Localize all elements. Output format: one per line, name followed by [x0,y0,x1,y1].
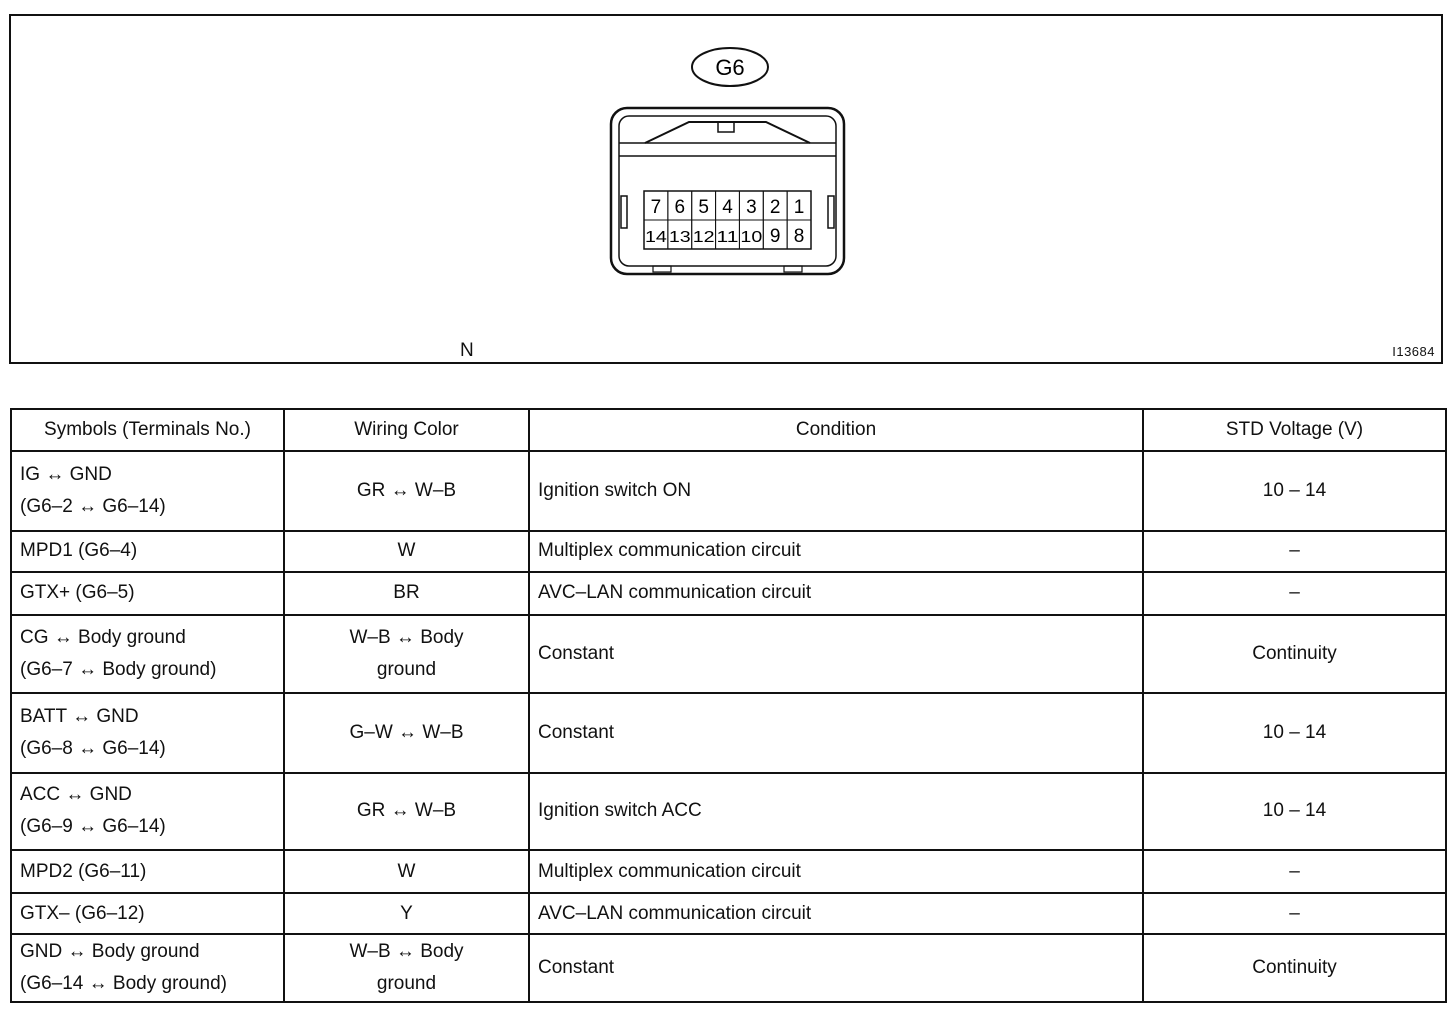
pin-number-7: 7 [650,197,662,218]
pin-number-6: 6 [674,197,686,218]
table-row [11,850,1446,893]
pin-number-11: 11 [716,229,739,246]
connector-g6-drawing [11,16,1441,362]
table-row [11,615,1446,693]
voltage-text: 10 – 14 [1262,721,1327,743]
cell-symbol [11,934,284,1002]
header-condition: Condition [529,409,1143,451]
condition-text: Multiplex communication circuit [538,540,801,562]
symbol-text: MPD1 (G6–4) [20,540,138,562]
cell-wiring-color [284,572,529,615]
table-row [11,693,1446,773]
cell-condition [529,934,1143,1002]
cell-wiring-color [284,773,529,851]
cell-std-voltage [1143,572,1446,615]
cell-std-voltage [1143,693,1446,773]
cell-wiring-color [284,893,529,934]
cell-wiring-color [284,934,529,1002]
wiring-text: W [397,860,416,882]
cell-condition [529,693,1143,773]
cell-condition [529,773,1143,851]
voltage-text: – [1289,540,1300,562]
voltage-text: – [1289,902,1300,924]
symbol-text: ACC ↔ GND [20,784,132,806]
condition-text: Multiplex communication circuit [538,860,801,882]
cell-symbol [11,850,284,893]
table-row [11,531,1446,572]
wiring-text: W [397,540,416,562]
wiring-text: G–W ↔ W–B [349,721,464,743]
cell-wiring-color [284,531,529,572]
symbol-text: IG ↔ GND [20,463,112,485]
terminal-text: (G6–8 ↔ G6–14) [20,737,166,759]
cell-symbol [11,615,284,693]
symbol-text: GND ↔ Body ground [20,941,200,963]
cell-std-voltage [1143,451,1446,531]
header-wiring-color: Wiring Color [284,409,529,451]
pin-number-2: 2 [769,197,781,218]
pin-number-8: 8 [793,226,805,247]
cell-symbol [11,531,284,572]
pin-number-4: 4 [722,197,733,218]
wiring-text: W–B ↔ Body [349,941,464,963]
cell-std-voltage [1143,850,1446,893]
condition-text: Constant [538,642,615,664]
connector-bottom-key [653,266,671,272]
symbol-text: CG ↔ Body ground [20,626,186,648]
pin-number-9: 9 [769,226,781,247]
cell-std-voltage [1143,893,1446,934]
pin-number-1: 1 [793,197,805,218]
pin-number-5: 5 [698,197,709,218]
terminal-spec-table [10,408,1447,1003]
cell-std-voltage [1143,773,1446,851]
voltage-text: 10 – 14 [1262,800,1327,822]
cell-symbol [11,451,284,531]
cell-std-voltage [1143,531,1446,572]
terminal-text: (G6–9 ↔ G6–14) [20,816,166,838]
symbol-text: MPD2 (G6–11) [20,860,147,882]
cell-condition [529,531,1143,572]
cell-wiring-color [284,693,529,773]
voltage-text: – [1289,582,1300,604]
cell-symbol [11,693,284,773]
cell-condition [529,893,1143,934]
view-marker-n: N [460,340,474,361]
cell-condition [529,451,1143,531]
cell-condition [529,572,1143,615]
wiring-text: GR ↔ W–B [356,800,457,822]
table-row [11,893,1446,934]
wiring-text: Y [400,902,413,924]
symbol-text: GTX+ (G6–5) [20,582,135,604]
symbol-text: GTX– (G6–12) [20,902,145,924]
wiring-text: GR ↔ W–B [356,479,457,501]
connector-side-guide [621,196,627,228]
pin-number-14: 14 [645,229,667,246]
pin-number-12: 12 [692,229,715,246]
terminal-text: (G6–14 ↔ Body ground) [20,973,228,995]
header-std-voltage: STD Voltage (V) [1143,409,1446,451]
pin-number-3: 3 [746,197,757,218]
figure-id: I13684 [1392,344,1435,359]
wiring-text: W–B ↔ Body [349,626,464,648]
cell-condition [529,850,1143,893]
voltage-text: Continuity [1252,957,1337,979]
table-row [11,773,1446,851]
symbol-text: BATT ↔ GND [20,705,139,727]
cell-std-voltage [1143,615,1446,693]
cell-wiring-color [284,451,529,531]
voltage-text: – [1289,860,1300,882]
table-row [11,934,1446,1002]
connector-bottom-key [784,266,802,272]
wiring-text-cont: ground [376,658,437,680]
table-header-row [11,409,1446,451]
pin-number-10: 10 [740,229,763,246]
connector-label: G6 [715,55,745,80]
terminal-text: (G6–7 ↔ Body ground) [20,658,217,680]
cell-symbol [11,893,284,934]
condition-text: Ignition switch ACC [538,800,702,822]
condition-text: Constant [538,721,615,743]
voltage-text: Continuity [1252,642,1337,664]
cell-std-voltage [1143,934,1446,1002]
terminal-text: (G6–2 ↔ G6–14) [20,495,166,517]
cell-symbol [11,773,284,851]
connector-diagram-panel [9,14,1443,364]
cell-condition [529,615,1143,693]
condition-text: Constant [538,957,615,979]
condition-text: AVC–LAN communication circuit [538,582,812,604]
connector-side-guide [828,196,834,228]
cell-wiring-color [284,850,529,893]
cell-symbol [11,572,284,615]
pin-grid [644,191,811,249]
condition-text: AVC–LAN communication circuit [538,902,812,924]
table-row [11,572,1446,615]
cell-wiring-color [284,615,529,693]
table-row [11,451,1446,531]
pin-number-13: 13 [668,229,691,246]
wiring-text-cont: ground [376,973,437,995]
connector-lock-notch [718,122,734,132]
condition-text: Ignition switch ON [538,479,692,501]
wiring-text: BR [393,582,420,604]
voltage-text: 10 – 14 [1262,479,1327,501]
header-symbols: Symbols (Terminals No.) [11,409,284,451]
